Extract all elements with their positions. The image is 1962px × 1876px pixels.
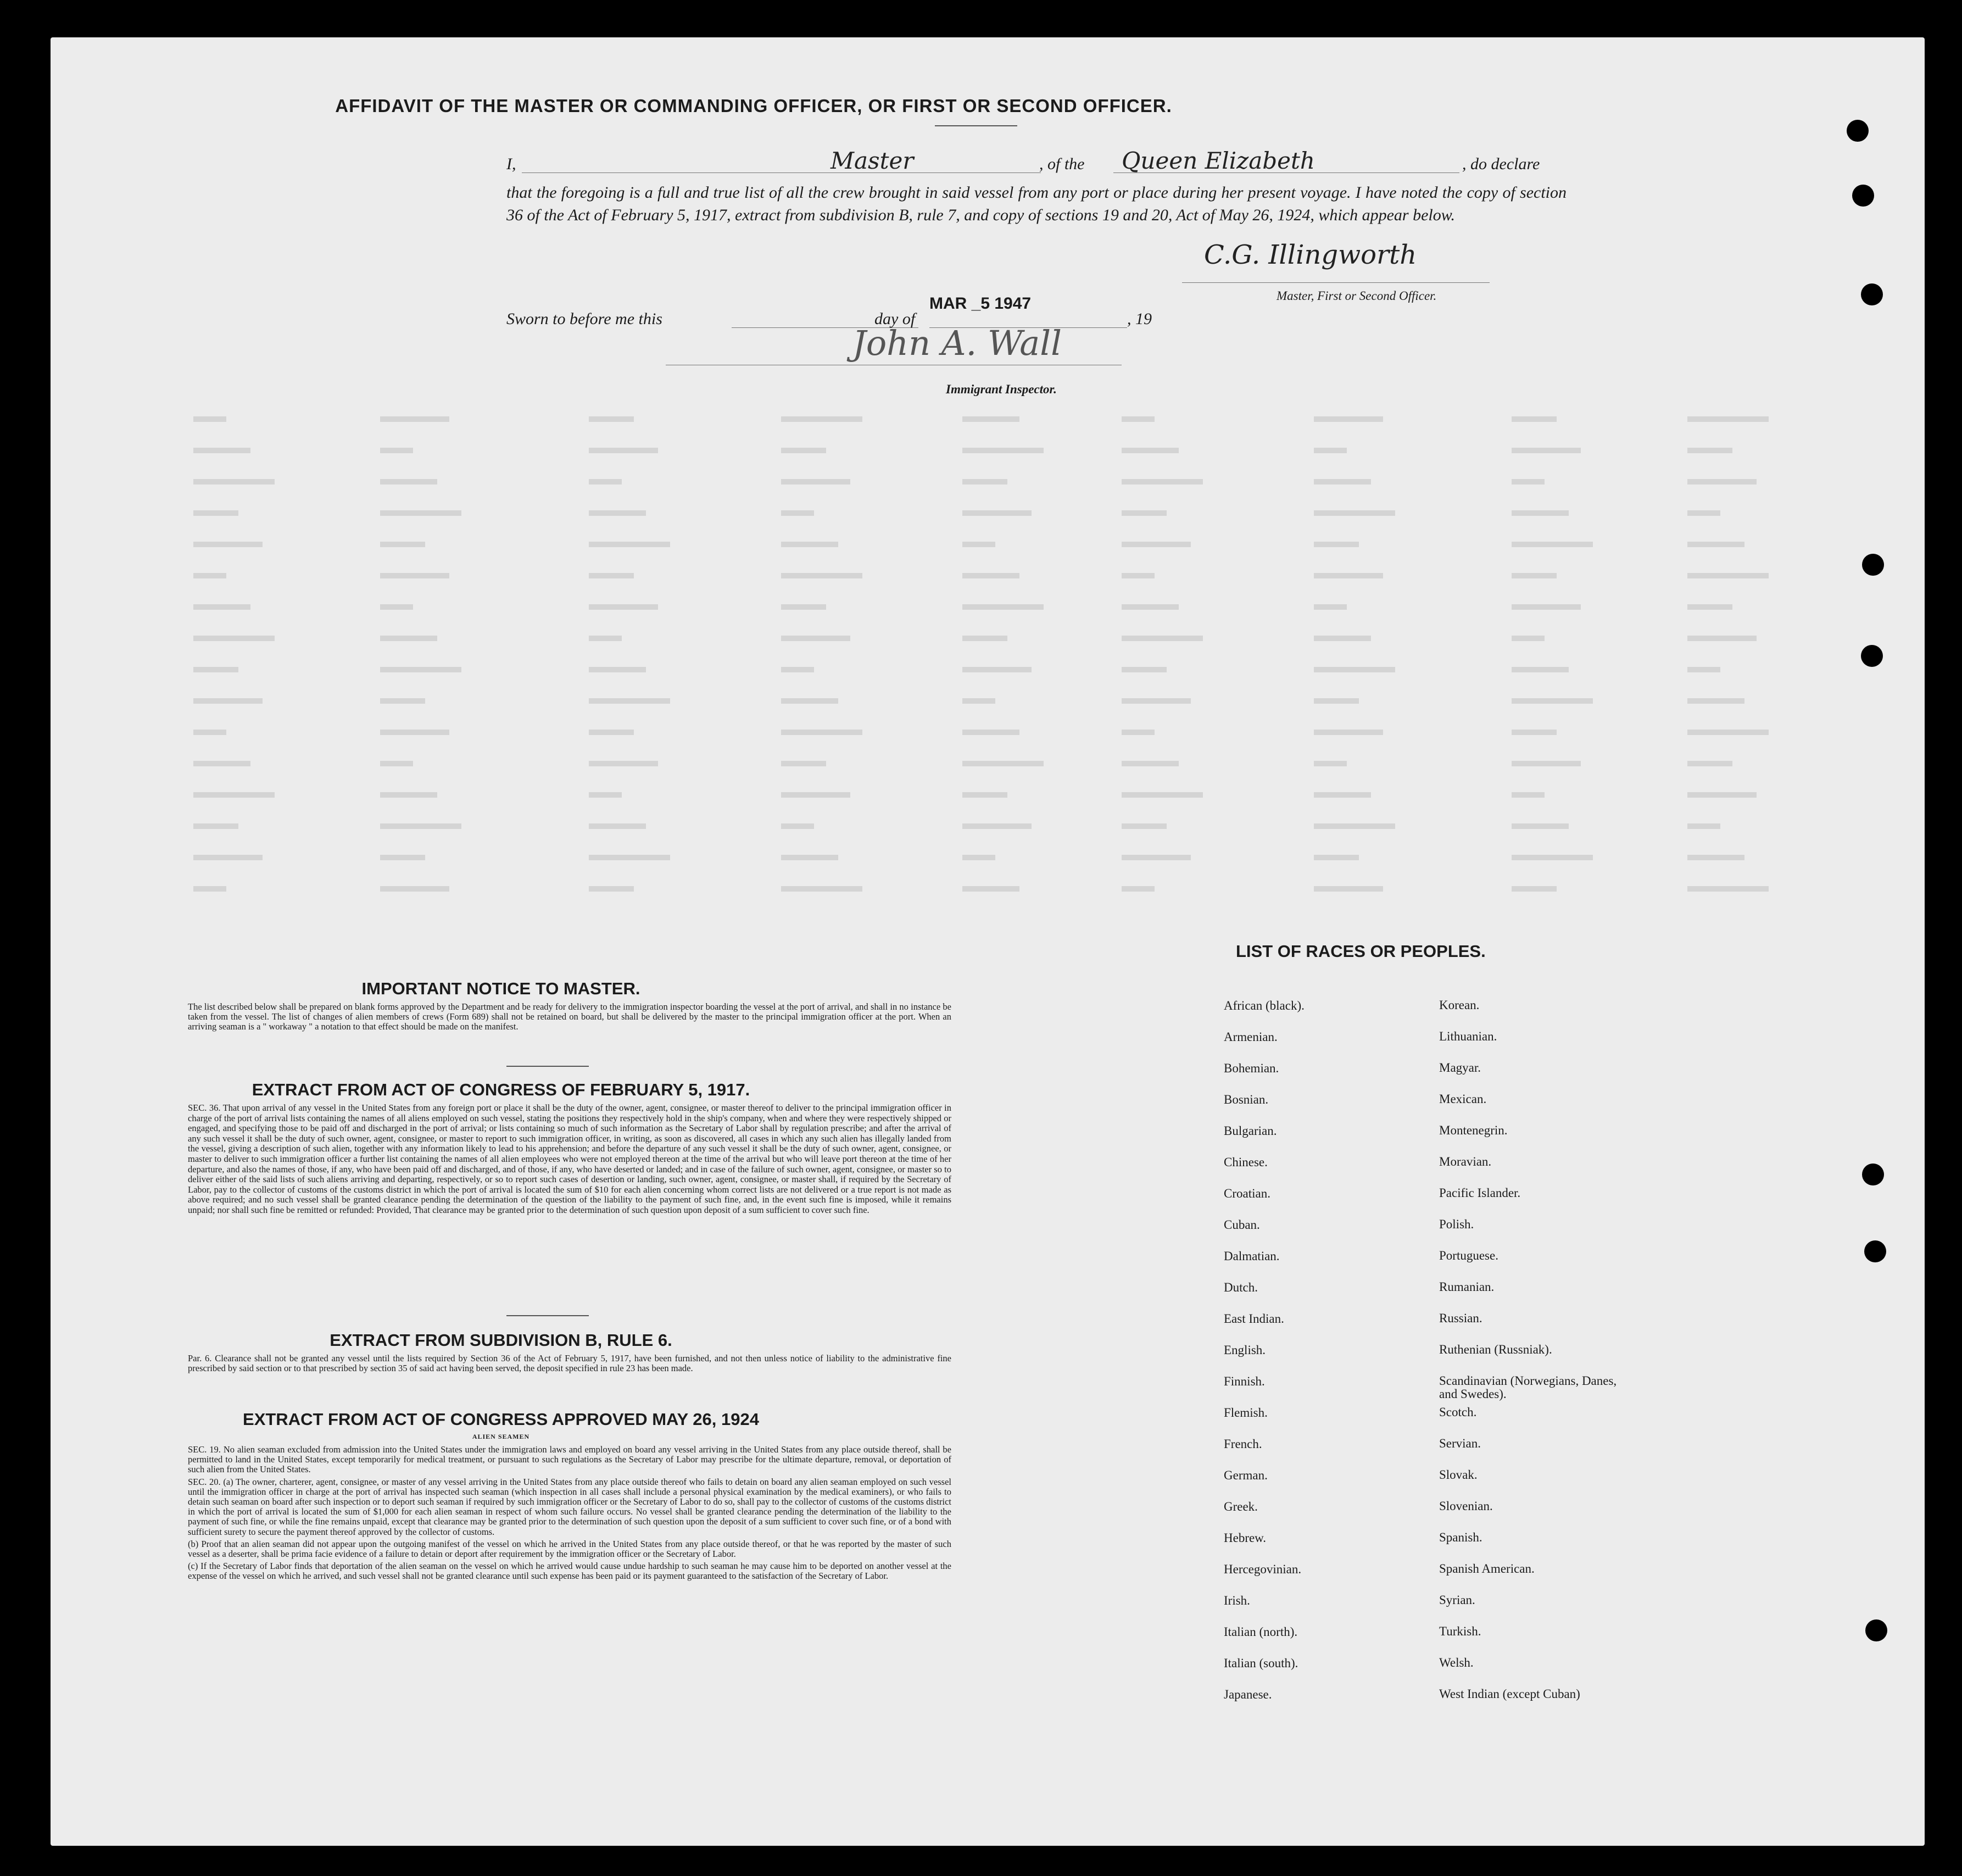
ghost-mark [380, 823, 461, 829]
race-item: West Indian (except Cuban) [1439, 1687, 1580, 1701]
ghost-mark [589, 886, 634, 892]
declaration-suffix: , do declare [1462, 155, 1540, 173]
ghost-mark [193, 542, 263, 547]
race-item: Croatian. [1224, 1187, 1270, 1200]
ghost-mark [1122, 604, 1179, 610]
ghost-mark [962, 573, 1019, 578]
ghost-mark [1122, 761, 1179, 766]
ghost-mark [1314, 573, 1383, 578]
ghost-mark [1314, 448, 1347, 453]
sworn-year: , 19 [1127, 310, 1152, 328]
ghost-mark [781, 792, 850, 798]
ghost-mark [1687, 730, 1769, 735]
ghost-mark [1314, 510, 1395, 516]
punch-hole [1861, 283, 1883, 305]
ghost-mark [380, 448, 413, 453]
ghost-mark [781, 761, 826, 766]
ghost-mark [1512, 448, 1581, 453]
signature-caption: Master, First or Second Officer. [1277, 289, 1437, 303]
ghost-mark [781, 823, 814, 829]
signature-line [1182, 282, 1490, 283]
ghost-mark [1314, 667, 1395, 672]
name-line [522, 172, 1041, 173]
ghost-mark [781, 479, 850, 485]
sworn-day-of: day of [874, 310, 916, 328]
master-signature: C.G. Illingworth [1204, 240, 1417, 270]
ghost-mark [962, 510, 1032, 516]
inspector-signature: John A. Wall [852, 323, 1062, 363]
ghost-mark [1687, 792, 1757, 798]
race-item: Bohemian. [1224, 1061, 1279, 1075]
punch-hole [1847, 120, 1869, 142]
ghost-mark [589, 823, 646, 829]
ghost-mark [1512, 542, 1593, 547]
ghost-mark [193, 667, 238, 672]
ghost-mark [1687, 604, 1732, 610]
ghost-mark [1687, 636, 1757, 641]
ghost-mark [1687, 448, 1732, 453]
ghost-mark [1512, 479, 1545, 485]
ghost-mark [781, 510, 814, 516]
rule-6-title: EXTRACT FROM SUBDIVISION B, RULE 6. [330, 1331, 672, 1350]
ghost-mark [1512, 636, 1545, 641]
ghost-mark [193, 510, 238, 516]
ghost-mark [781, 886, 862, 892]
ghost-mark [193, 636, 275, 641]
ghost-mark [1687, 542, 1744, 547]
ghost-mark [380, 636, 437, 641]
ghost-mark [193, 698, 263, 704]
ghost-mark [1512, 730, 1557, 735]
ghost-mark [193, 573, 226, 578]
divider [506, 1315, 589, 1316]
notice-body: The list described below shall be prepared on blank forms approved by the Department and be ready for delivery to the immigration inspector boarding the vessel at the port of arrival, and shall in no instance be taken from the vessel. The list of changes of alien members of crews (Form 689) shall not be retained on board, but shall be delivered by the master to the principal immigration officer at the port. When an arriving seaman is a " workaway " a notation to that effect should be made on the manifest. [188, 1001, 951, 1032]
extract-1924-sec20a: SEC. 20. (a) The owner, charterer, agent, consignee, or master of any vessel arriving in the United States from any place outside thereof who fails to detain on board any alien seaman employed on such vessel until the immigration officer in charge at the port of arrival has inspected such seaman (which inspection in all cases shall include a personal physical examination by the medical examiners), or who fails to detain such seaman on board after such inspection or to deport such seaman if required by such immigration officer or the Secretary of Labor to do so, shall pay to the collector of customs of the customs district in which the port of arrival is located the sum of $1,000 for each alien seaman in respect of whom such failure occurs. No vessel shall be granted clearance pending the determination of the liability to the payment of such fine, or while the fine remains unpaid, except that clearance may be granted prior to the determination of such question upon the deposit of a sum sufficient to cover such fine, or of a bond with sufficient surety to secure the payment thereof approved by the collector of customs. [188, 1476, 951, 1537]
ghost-mark [1687, 886, 1769, 892]
race-item: Greek. [1224, 1500, 1258, 1513]
race-item: Scandinavian (Norwegians, Danes, and Swedes). [1439, 1374, 1617, 1401]
ghost-mark [589, 573, 634, 578]
race-item: Magyar. [1439, 1061, 1481, 1075]
ghost-mark [380, 855, 425, 860]
ghost-mark [962, 542, 995, 547]
race-item: Italian (north). [1224, 1625, 1298, 1639]
punch-hole [1864, 1240, 1886, 1262]
ghost-mark [589, 416, 634, 422]
ghost-mark [1314, 542, 1359, 547]
ghost-mark [193, 823, 238, 829]
date-stamp: MAR _5 1947 [929, 294, 1032, 313]
ghost-mark [962, 698, 995, 704]
race-item: Slovenian. [1439, 1499, 1493, 1513]
race-item: Armenian. [1224, 1030, 1278, 1044]
race-item: Welsh. [1439, 1656, 1474, 1669]
race-item: Lithuanian. [1439, 1029, 1497, 1043]
notice-title: IMPORTANT NOTICE TO MASTER. [361, 979, 640, 998]
race-item: Servian. [1439, 1437, 1481, 1450]
race-item: Rumanian. [1439, 1280, 1495, 1294]
ghost-mark [1687, 510, 1720, 516]
extract-1917-body: SEC. 36. That upon arrival of any vessel in the United States from any foreign port or place it shall be the duty of the owner, agent, consignee, or master thereof to deliver to the principal immigration officer in charge of the port of arrival lists containing the names of all aliens employed on such vessel, stating the positions they respectively hold in the ship's company, when and where they were respectively shipped or engaged, and specifying those to be paid off and discharged in the port of arrival; or lists containing so much of such information as the Secretary of Labor shall by regulation prescribe; and after the arrival of any such vessel it shall be the duty of such owner, agent, consignee, or master to report to such immigration officer, in writing, as soon as discovered, all cases in which any such alien has illegally landed from the vessel, giving a description of such alien, together with any information likely to lead to his apprehension; and before the departure of any such vessel it shall be the duty of such owner, agent, consignee, or master to deliver to such immigration officer a further list containing the names of all alien employees who were not employed thereon at the time of the arrival but who will leave port thereon at the time of her departure, and also the names of those, if any, who have been paid off and discharged, and of those, if any, who have deserted or landed; and in case of the failure of such owner, agent, consignee, or master so to deliver either of the said lists of such aliens arriving and departing, respectively, or so to report such cases of desertion or landing, such owner, agent, consignee, or master shall, if required by the Secretary of Labor, pay to the collector of customs of the customs district in which the port of arrival is located the sum of $10 for each alien concerning whom correct lists are not delivered or a true report is not made as above required; and no such vessel shall be granted clearance pending the determination of the question of the liability to the payment of such fine, and, in the event such fine is imposed, while it remains unpaid; nor shall such fine be remitted or refunded: Provided, That clearance may be granted prior to the determination of such question upon deposit of a sum sufficient to cover such fine. [188, 1103, 951, 1215]
extract-1924-sec20b: (b) Proof that an alien seaman did not appear upon the outgoing manifest of the vessel on which he arrived in the United States from any place outside thereof, or that he was reported by the master of such vessel as a deserter, shall be prima facie evidence of a failure to detain or deport after requirement by the immigration officer or the Secretary of Labor. [188, 1538, 951, 1560]
ghost-mark [380, 510, 461, 516]
ghost-mark [1512, 886, 1557, 892]
ghost-mark [781, 416, 862, 422]
ghost-mark [380, 667, 461, 672]
race-item: Dutch. [1224, 1281, 1258, 1294]
ghost-mark [962, 667, 1032, 672]
race-item: Ruthenian (Russniak). [1439, 1343, 1552, 1356]
ghost-mark [589, 667, 646, 672]
ghost-mark [193, 479, 275, 485]
ghost-mark [781, 636, 850, 641]
ghost-mark [1314, 761, 1347, 766]
ghost-mark [193, 886, 226, 892]
ghost-mark [1314, 604, 1347, 610]
ghost-mark [1122, 448, 1179, 453]
ghost-mark [589, 604, 658, 610]
ghost-mark [1314, 886, 1383, 892]
ghost-mark [380, 698, 425, 704]
ghost-mark [1314, 698, 1359, 704]
race-item: Bosnian. [1224, 1093, 1269, 1106]
race-item: Polish. [1439, 1217, 1474, 1231]
ghost-mark [1122, 636, 1203, 641]
ghost-mark [380, 886, 449, 892]
ghost-mark [193, 792, 275, 798]
ghost-mark [962, 604, 1044, 610]
extract-1924-title: EXTRACT FROM ACT OF CONGRESS APPROVED MAY 26, 1924 [243, 1410, 759, 1429]
race-item: Hercegovinian. [1224, 1562, 1302, 1576]
ghost-mark [193, 416, 226, 422]
ghost-mark [380, 416, 449, 422]
ghost-mark [380, 792, 437, 798]
race-item: Pacific Islander. [1439, 1186, 1521, 1200]
ghost-mark [589, 730, 634, 735]
punch-hole [1865, 1619, 1887, 1641]
race-item: Moravian. [1439, 1155, 1492, 1168]
ghost-mark [589, 542, 670, 547]
race-item: Spanish. [1439, 1530, 1482, 1544]
ghost-mark [1512, 761, 1581, 766]
declaration-body: that the foregoing is a full and true list of all the crew brought in said vessel from any port or place during her present voyage. I have noted the copy of section 36 of the Act of February 5, 1917, extract from subdivision B, rule 7, and copy of sections 19 and 20, Act of May 26, 1924, which appear below. [506, 183, 1567, 224]
ghost-mark [781, 542, 838, 547]
ghost-mark [1314, 792, 1371, 798]
ghost-mark [781, 667, 814, 672]
ghost-mark [1122, 573, 1155, 578]
race-item: African (black). [1224, 999, 1305, 1012]
ghost-mark [1512, 667, 1569, 672]
ghost-mark [1687, 698, 1744, 704]
race-item: Russian. [1439, 1311, 1482, 1325]
extract-1917-title: EXTRACT FROM ACT OF CONGRESS OF FEBRUARY 5, 1917. [252, 1080, 750, 1099]
race-item: Japanese. [1224, 1688, 1272, 1701]
race-item: Scotch. [1439, 1405, 1477, 1419]
ghost-mark [589, 479, 622, 485]
ghost-mark [1122, 698, 1191, 704]
ghost-mark [589, 792, 622, 798]
ghost-mark [589, 855, 670, 860]
ghost-mark [1314, 636, 1371, 641]
ghost-mark [589, 448, 658, 453]
ghost-mark [589, 636, 622, 641]
ghost-mark [962, 730, 1019, 735]
ghost-mark [1122, 667, 1167, 672]
ghost-mark [781, 730, 862, 735]
race-item: German. [1224, 1468, 1268, 1482]
race-item: Flemish. [1224, 1406, 1268, 1419]
ghost-mark [781, 698, 838, 704]
ghost-mark [380, 761, 413, 766]
race-item: Montenegrin. [1439, 1123, 1508, 1137]
extract-1924-sec19: SEC. 19. No alien seaman excluded from admission into the United States under the immigration laws and employed on board any vessel arriving in the United States from any place outside thereof, shall be permitted to land in the United States, except temporarily for medical treatment, or pursuant to such regulations as the Secretary of Labor may prescribe for the ultimate departure, removal, or deportation of such alien from the United States. [188, 1444, 951, 1475]
ghost-mark [193, 448, 250, 453]
ghost-mark [1122, 479, 1203, 485]
race-item: French. [1224, 1437, 1262, 1451]
ghost-mark [589, 510, 646, 516]
race-item: Syrian. [1439, 1593, 1475, 1607]
ghost-mark [1122, 510, 1167, 516]
ghost-mark [1687, 479, 1757, 485]
sworn-prefix: Sworn to before me this [506, 310, 662, 328]
race-item: Dalmatian. [1224, 1249, 1280, 1263]
extract-1924-sec20c: (c) If the Secretary of Labor finds that deportation of the alien seaman on the vessel on which he arrived would cause undue hardship to such seaman he may cause him to be deported on another vessel at the expense of the vessel on which he arrived, and such vessel shall not be granted clearance until such expense has been paid or its payment guaranteed to the satisfaction of the Secretary of Labor. [188, 1561, 951, 1582]
race-item: East Indian. [1224, 1312, 1284, 1326]
ghost-mark [962, 886, 1019, 892]
race-item: Chinese. [1224, 1155, 1268, 1169]
punch-hole [1862, 554, 1884, 576]
race-item: Cuban. [1224, 1218, 1260, 1232]
race-item: Irish. [1224, 1594, 1250, 1607]
declaration-mid: , of the [1039, 155, 1085, 173]
ghost-mark [1314, 855, 1359, 860]
ghost-mark [589, 698, 670, 704]
ghost-mark [1512, 823, 1569, 829]
punch-hole [1862, 1164, 1884, 1185]
punch-hole [1861, 645, 1883, 667]
inspector-caption: Immigrant Inspector. [946, 382, 1057, 396]
race-item: Finnish. [1224, 1374, 1265, 1388]
ghost-mark [193, 604, 250, 610]
ghost-mark [1687, 416, 1769, 422]
ghost-mark [380, 730, 449, 735]
race-item: Korean. [1439, 998, 1480, 1012]
races-title: LIST OF RACES OR PEOPLES. [1236, 942, 1486, 961]
ghost-mark [962, 792, 1007, 798]
race-item: Hebrew. [1224, 1531, 1267, 1545]
ghost-mark [962, 416, 1019, 422]
race-item: Slovak. [1439, 1468, 1478, 1482]
ghost-mark [1512, 604, 1581, 610]
ghost-mark [380, 604, 413, 610]
ghost-mark [1122, 730, 1155, 735]
ghost-mark [962, 479, 1007, 485]
ghost-mark [1687, 823, 1720, 829]
race-item: Italian (south). [1224, 1656, 1298, 1670]
ghost-mark [1512, 510, 1569, 516]
ghost-mark [1314, 823, 1395, 829]
race-item: Turkish. [1439, 1624, 1481, 1638]
ghost-mark [781, 448, 826, 453]
extract-1924-subtitle: ALIEN SEAMEN [472, 1433, 530, 1440]
ghost-mark [380, 479, 437, 485]
ghost-mark [1314, 730, 1383, 735]
race-item: Bulgarian. [1224, 1124, 1277, 1138]
ghost-mark [1122, 416, 1155, 422]
race-item: Spanish American. [1439, 1562, 1535, 1576]
ghost-mark [1512, 855, 1593, 860]
ghost-mark [962, 636, 1007, 641]
ghost-mark [380, 542, 425, 547]
document-page [51, 37, 1925, 1846]
race-item: Mexican. [1439, 1092, 1487, 1106]
affidavit-title: AFFIDAVIT OF THE MASTER OR COMMANDING OFFICER, OR FIRST OR SECOND OFFICER. [335, 96, 1172, 116]
ghost-mark [1687, 855, 1744, 860]
ghost-mark [1512, 792, 1545, 798]
ghost-mark [781, 855, 838, 860]
ghost-mark [1314, 416, 1383, 422]
ghost-mark [1122, 855, 1191, 860]
divider [935, 125, 1017, 126]
ghost-mark [193, 855, 263, 860]
ghost-mark [1314, 479, 1371, 485]
ghost-mark [1512, 573, 1557, 578]
ghost-mark [1512, 416, 1557, 422]
ghost-mark [1512, 698, 1593, 704]
ghost-mark [781, 573, 862, 578]
ghost-mark [1122, 823, 1167, 829]
ghost-mark [1122, 542, 1191, 547]
ghost-mark [1687, 667, 1720, 672]
ghost-mark [781, 604, 826, 610]
ghost-mark [193, 730, 226, 735]
divider [506, 1066, 589, 1067]
handwritten-rank: Master [830, 147, 914, 174]
ghost-mark [1687, 761, 1732, 766]
ghost-mark [1122, 792, 1203, 798]
ghost-mark [962, 761, 1044, 766]
race-item: Portuguese. [1439, 1249, 1498, 1262]
ghost-mark [962, 823, 1032, 829]
ghost-mark [380, 573, 449, 578]
punch-hole [1852, 185, 1874, 207]
ghost-mark [1687, 573, 1769, 578]
race-item: English. [1224, 1343, 1266, 1357]
ghost-mark [589, 761, 658, 766]
handwritten-vessel: Queen Elizabeth [1122, 147, 1315, 174]
ghost-mark [962, 855, 995, 860]
ghost-mark [962, 448, 1044, 453]
ghost-mark [1122, 886, 1155, 892]
rule-6-body: Par. 6. Clearance shall not be granted any vessel until the lists required by Section 36 of the Act of February 5, 1917, have been furnished, and not then unless notice of liability to the administrative fine prescribed by said section or to that prescribed by section 35 of said act having been served, the deposit specified in rule 23 has been made. [188, 1353, 951, 1373]
declaration-prefix: I, [506, 155, 516, 173]
ghost-mark [193, 761, 250, 766]
